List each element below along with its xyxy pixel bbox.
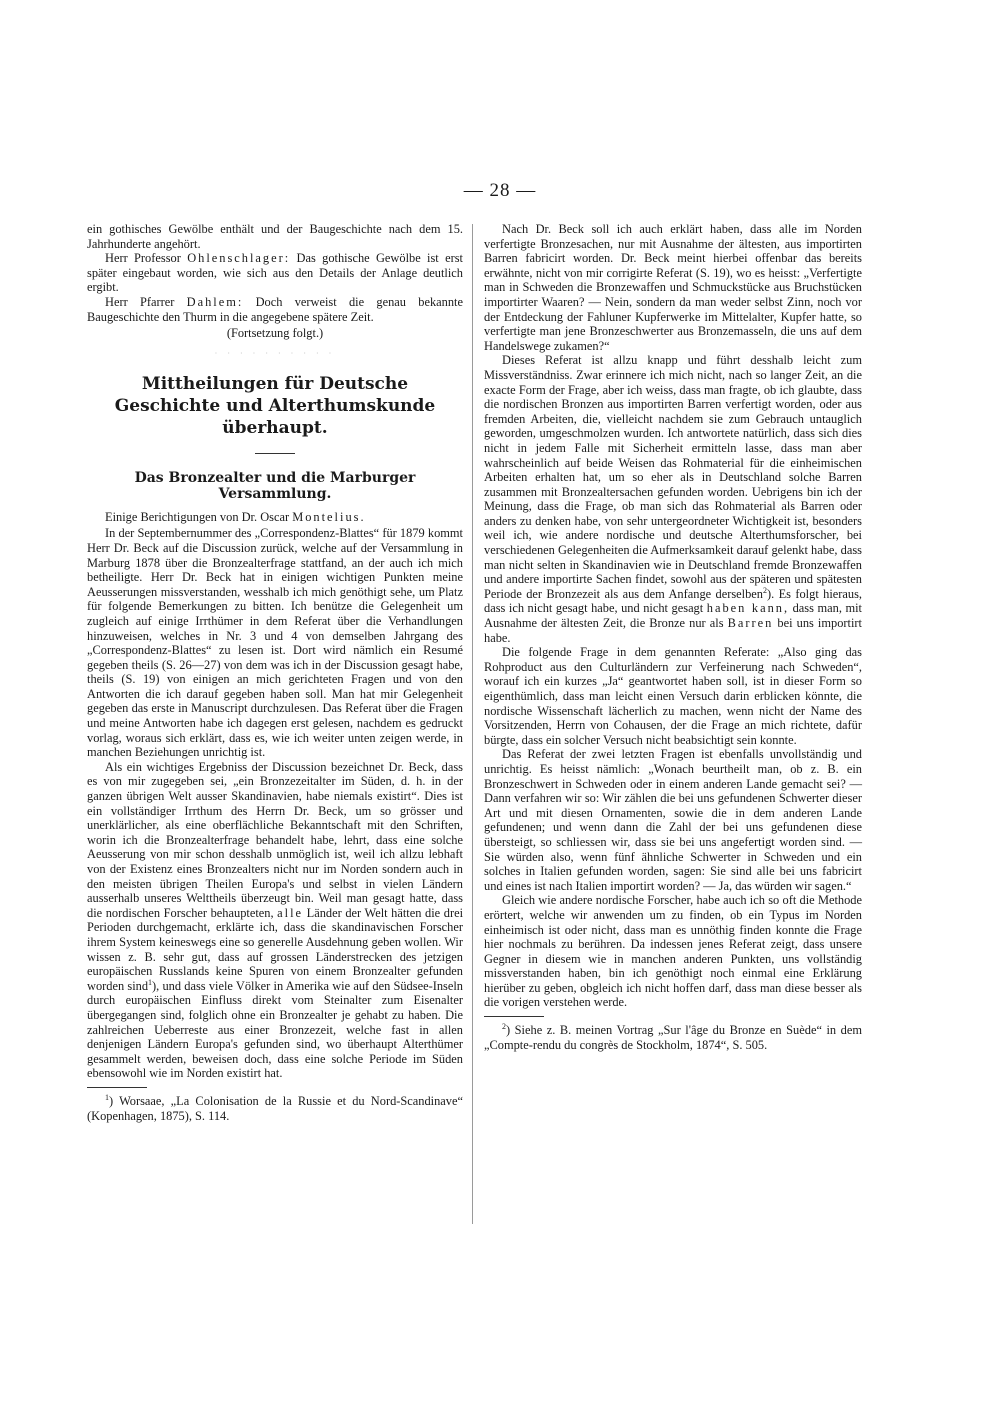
- heading-rule: [255, 453, 295, 454]
- byline: [87, 510, 463, 525]
- text-rest: Doch verweist die genau bekannte Baugeschichte den Thurm in die angegebene spätere Zeit.: [87, 294, 463, 324]
- footnote-rule: [484, 1016, 544, 1017]
- footnote-text: ) Siehe z. B. meinen Vortrag „Sur l'âge du Bronze en Suède“ in dem „Compte-rendu du congrès de Stockholm, 1874“, S. 505.: [484, 1023, 862, 1052]
- text-rest: Das gothische Gewölbe ist erst später eingebaut worden, wie sich aus den Details der Anlage deutlich ergibt.: [87, 251, 463, 295]
- paragraph: [87, 760, 463, 1081]
- text-lead: Herr Professor: [105, 251, 181, 266]
- text-part: Als ein wichtiges Ergebniss der Discussion bezeichnet Dr. Beck, dass es von mir zugegeben sei, „ein Bronzezeitalter im Süden, d. h. in der ganzen übrigen Welt ausser Skandinavien, habe niemals existirt“. Dies ist ein vollständiger Irrthum des Herrn Dr. Beck, um so grösser und unerklärlicher, als eine oberflächliche Bekanntschaft mit den Schriften, worin ich die Bronzealterfrage behandelt habe, lehrt, dass eine solche Aeusserung von mir schon desshalb unmöglich ist, weil ich allzu lebhaft von der Existenz eines Bronzealters nicht nur im Norden sondern auch in den meisten übrigen Theilen Europa's und selbst in vielen Ländern ausserhalb unseres Welttheils überzeugt bin. Weil man gesagt hatte, dass die nordischen Forscher behaupteten,: [87, 759, 463, 920]
- author-name: Montelius.: [292, 509, 366, 524]
- paragraph: Das Referat der zwei letzten Fragen ist ebenfalls unvollständig und unrichtig. Es heisst nämlich: „Wonach beurtheilt man, ob z. B. ein Bronzeschwert in Schweden oder in einem anderen Lande gemacht sei? — Dann verfahren wir so: Wir zählen die bei uns gefundenen Schwerter dieser Art und mit diesen Ornamenten, sowie die in dem anderen Lande gefundenen; und wenn dann die Zahl der bei uns gefundenen diese übersteigt, so schliessen wir, dass sie bei uns angefertigt worden sind. — Sie würden also, wenn fünf ähnliche Schwerter in Schweden und ein solches in Italien gefunden worden, sagen: Sie sind alle bei uns fabricirt und eines ist nach Italien importirt worden? — Ja, das würden wir sagen.“: [484, 747, 862, 893]
- byline-lead: Einige Berichtigungen von Dr. Oscar: [105, 509, 290, 524]
- text-lead: Herr Pfarrer: [105, 294, 175, 309]
- emphasis: Barren: [727, 616, 774, 631]
- paragraph: In der Septembernummer des „Correspondenz-Blattes“ für 1879 kommt Herr Dr. Beck auf die Discussion zurück, welche auf der Versammlung in Marburg 1878 über die Bronzealterfrage stattfand, an der auch ich mich betheiligte. Herr Dr. Beck hat in einigen wichtigen Punkten meine Aeusserungen missverstanden, wesshalb ich mich genöthigt sehe, um Platz für folgende Bemerkungen zu bitten. Ich benütze die Gelegenheit um zugleich auf einige Irrthümer in dem Referat über die Verhandlungen hinzuweisen, welches in Nr. 3 und 4 von demselben Jahrgang des „Correspondenz-Blattes“ zu lesen ist. Dort wird nämlich ein Resumé gegeben theils (S. 26—27) von dem was ich in der Discussion gesagt habe, theils (S. 19) von einigen an mich gerichteten Fragen und von den Antworten die ich darauf gegeben haben soll. Man hat mir Gelegenheit gegeben das erste in Manuscript durchzulesen. Das Referat über die Fragen und meine Antworten habe ich dagegen erst gelesen, nachdem es gedruckt vorlag, woraus sich erklärt, dass es, wie ich weiter unten zeigen werde, in manchen Beziehungen unrichtig ist.: [87, 526, 463, 760]
- footnote-mark: 1: [105, 1092, 109, 1102]
- paragraph: [87, 295, 463, 324]
- right-column: [484, 222, 862, 1052]
- left-column: [87, 222, 463, 1123]
- text-part: Dieses Referat ist allzu knapp und führt desshalb leicht zum Missverständniss. Zwar erinnere ich mich nicht, nach so langer Zeit, an die exacte Form der Frage, aber ich weiss, dass man fragte, ob ich glaubte, dass die nordischen Bronzen aus importirten Barren verfertigt worden, oder aus fremden Arbeiten, die, vielleicht nachdem sie zum Gebrauch untauglich geworden, umgeschmolzen wurden. Ich antwortete natürlich, dass sich dies nicht in jedem Falle mit Sicherheit ermitteln lasse, dass man aber wahrscheinlich auf beide Weisen das Rohmaterial für die einheimischen Arbeiten erhalten hat, um so eher als in Deutschland solche Barren zusammen mit Bronzealtersachen gefunden worden. Uebrigens bin ich der Meinung, dass die Frage, ob man sich das Rohmaterial als Barren oder anders zu denken habe, von sehr untergeordneter Wichtigkeit ist, besonders weil ich, wie andere nordische und deutsche Alterthumsforscher, bei verschiedenen Gelegenheiten die Aufmerksamkeit darauf gelenkt habe, dass man nicht selten in Skandinavien wie in Deutschland fremde Bronzewaffen und andere importirte Sachen findet, sowohl aus der späteren und spätesten Periode der Bronzezeit als aus dem Anfange derselben: [484, 353, 862, 601]
- paragraph: Gleich wie andere nordische Forscher, habe auch ich so oft die Methode erörtert, welche wir anwenden um zu finden, ob ein Typus im Norden einheimisch ist oder nicht, dass man es unnöthig finden konnte die Frage hier nochmals zu berühren. Da indessen jenes Referat zeigt, dass unsere Gegner in diesem wie in manchen anderen Punkten, uns vollständig missverstanden haben, bin ich genöthigt noch einmal eine Erklärung hierüber zu geben, obgleich ich nicht hoffen darf, dass man diese besser als die vorigen verstehen werde.: [484, 893, 862, 1010]
- speaker-name: Dahlem:: [186, 294, 244, 309]
- faint-separator: · · · · · · · · · ·: [214, 348, 336, 358]
- continued-note: (Fortsetzung folgt.): [226, 326, 324, 341]
- footnote-ref: 2: [763, 585, 767, 595]
- paragraph: [87, 251, 463, 295]
- footnote-rule: [87, 1087, 147, 1088]
- footnote: [484, 1023, 862, 1052]
- emphasis: alle: [277, 905, 304, 920]
- paragraph: Die folgende Frage in dem genannten Referate: „Also ging das Rohproduct aus den Culturländern zur Verfeinerung nach Schweden“, worauf ich ein kurzes „Ja“ geantwortet haben soll, ist in dieser Form so eigenthümlich, dass man leicht einen Versuch darin erblicken könnte, die nordische Wissenschaft lächerlich zu machen, wenn nicht der Name des Vorsitzenden, Herrn von Cohausen, der die Frage an mich richtete, dafür bürgte, dass ein solcher Versuch nicht beabsichtigt sein konnte.: [484, 645, 862, 747]
- footnote-mark: 2: [502, 1021, 506, 1031]
- text-part: bei uns importirt habe.: [484, 616, 862, 645]
- text-part: ), und dass viele Völker in Amerika wie auf den Südsee-Inseln durch europäischen Einfluss direkt vom Steinalter zum Eisenalter übergegangen sind, folglich ohne ein Bronzealter je gehabt zu haben. Die zahlreichen Ueberreste aus einer Bronzezeit, welche fast in allen denjenigen Ländern Europa's gefunden sind, wo überhaupt Alterthümer gesammelt werden, beweisen doch, dass eine solche Periode im Süden ebensowohl wie im Norden existirt hat.: [87, 978, 463, 1081]
- section-heading: Mittheilungen für Deutsche Geschichte und Alterthumskunde überhaupt.: [114, 373, 436, 438]
- speaker-name: Ohlenschlager:: [187, 251, 291, 266]
- footnote-text: ) Worsaae, „La Colonisation de la Russie et du Nord-Scandinave“ (Kopenhagen, 1875), S. 114.: [87, 1093, 463, 1123]
- paragraph: ein gothisches Gewölbe enthält und der Baugeschichte nach dem 15. Jahrhunderte angehört.: [87, 222, 463, 251]
- text-part: Länder der Welt hätten die drei Perioden durchgemacht, erklärte ich, dass die skandinavischen Forscher ihrem System keineswegs eine so generelle Ausdehnung geben wollen. Wir wissen z. B. sehr gut, dass auf grossen Länderstrecken des jetzigen europäischen Russlands keine Spuren von einem Bronzealter gefunden worden sind: [87, 905, 464, 993]
- paragraph: Nach Dr. Beck soll ich auch erklärt haben, dass alle im Norden verfertigte Bronzesachen, nur mit Ausnahme der ältesten, aus importirten Barren fabricirt worden. Dr. Beck meint hierbei offenbar das bereits erwähnte, nicht von mir corrigirte Referat (S. 19), wo es heisst: „Verfertigte man in Schweden die Bronzewaffen und Schmuckstücke aus Bruchstücken importirter Waaren? — Nein, sondern da man weder selbst Zinn, noch vor der Entdeckung der Fahluner Kupferwerke im Mittelalter, Kupfer hatte, so verfertigte man jene Bronzeschwerter aus Bronzemasseln, die uns auf dem Handelswege zukamen?“: [484, 222, 862, 353]
- text-part: ). Es folgt hieraus, dass ich nicht gesagt habe, und nicht gesagt: [484, 586, 863, 616]
- footnote-ref: 1: [148, 977, 153, 987]
- column-divider: [472, 224, 473, 1224]
- page-number: — 28 —: [463, 180, 537, 201]
- text-part: dass man, mit Ausnahme der ältesten Zeit, die Bronze nur als: [484, 601, 862, 631]
- paragraph: [484, 353, 862, 645]
- article-heading: Das Bronzealter und die Marburger Versammlung.: [134, 469, 416, 502]
- footnote: [87, 1094, 463, 1123]
- emphasis: haben kann,: [706, 601, 790, 616]
